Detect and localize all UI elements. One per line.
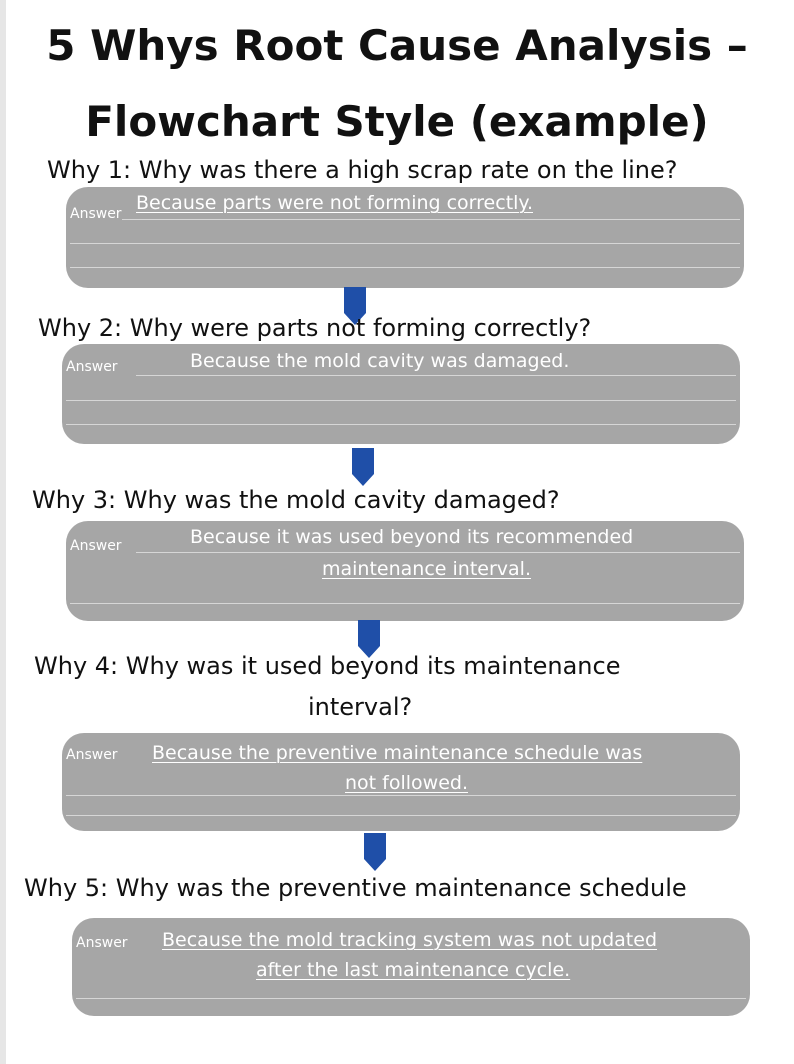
why-4-question-line-1: Why 4: Why was it used beyond its maintenance (34, 652, 621, 680)
page-edge (0, 0, 6, 1064)
answer-rule (70, 243, 740, 244)
why-3-answer-line-2: maintenance interval. (322, 558, 531, 580)
answer-rule (122, 219, 740, 220)
why-5-question: Why 5: Why was the preventive maintenance schedule (24, 874, 687, 902)
why-4-answer-line-2: not followed. (345, 772, 468, 794)
answer-rule (66, 815, 736, 816)
why-4-answer-line-1: Because the preventive maintenance schedule was (152, 742, 643, 764)
why-2-question: Why 2: Why were parts not forming correctly? (38, 314, 592, 342)
answer-rule (70, 267, 740, 268)
answer-label: Answer (70, 206, 122, 222)
answer-label: Answer (76, 935, 128, 951)
why-5-answer-line-2: after the last maintenance cycle. (256, 959, 571, 981)
answer-rule (70, 603, 740, 604)
why-3-question: Why 3: Why was the mold cavity damaged? (32, 486, 560, 514)
why-2-answer-line-1: Because the mold cavity was damaged. (190, 350, 570, 372)
answer-rule (66, 400, 736, 401)
answer-rule (66, 424, 736, 425)
answer-rule (136, 552, 740, 553)
down-arrow-icon (350, 448, 376, 488)
answer-label: Answer (70, 538, 122, 554)
answer-rule (136, 375, 736, 376)
why-3-answer-box (66, 521, 744, 621)
why-3-answer-line-1: Because it was used beyond its recommended (190, 526, 634, 548)
answer-label: Answer (66, 359, 118, 375)
page-title-line-2: Flowchart Style (example) (85, 97, 709, 146)
page-title-line-1: 5 Whys Root Cause Analysis – (46, 21, 748, 70)
why-5-answer-box (72, 918, 750, 1016)
why-4-question-line-2: interval? (308, 693, 413, 721)
down-arrow-icon (362, 833, 388, 873)
why-1-question: Why 1: Why was there a high scrap rate on the line? (47, 156, 678, 184)
answer-rule (66, 795, 736, 796)
why-5-answer-line-1: Because the mold tracking system was not updated (162, 929, 658, 951)
answer-rule (76, 998, 746, 999)
answer-label: Answer (66, 747, 118, 763)
why-4-answer-box (62, 733, 740, 831)
why-1-answer-box (66, 187, 744, 288)
why-2-answer-box (62, 344, 740, 444)
why-1-answer-line-1: Because parts were not forming correctly. (136, 192, 533, 214)
